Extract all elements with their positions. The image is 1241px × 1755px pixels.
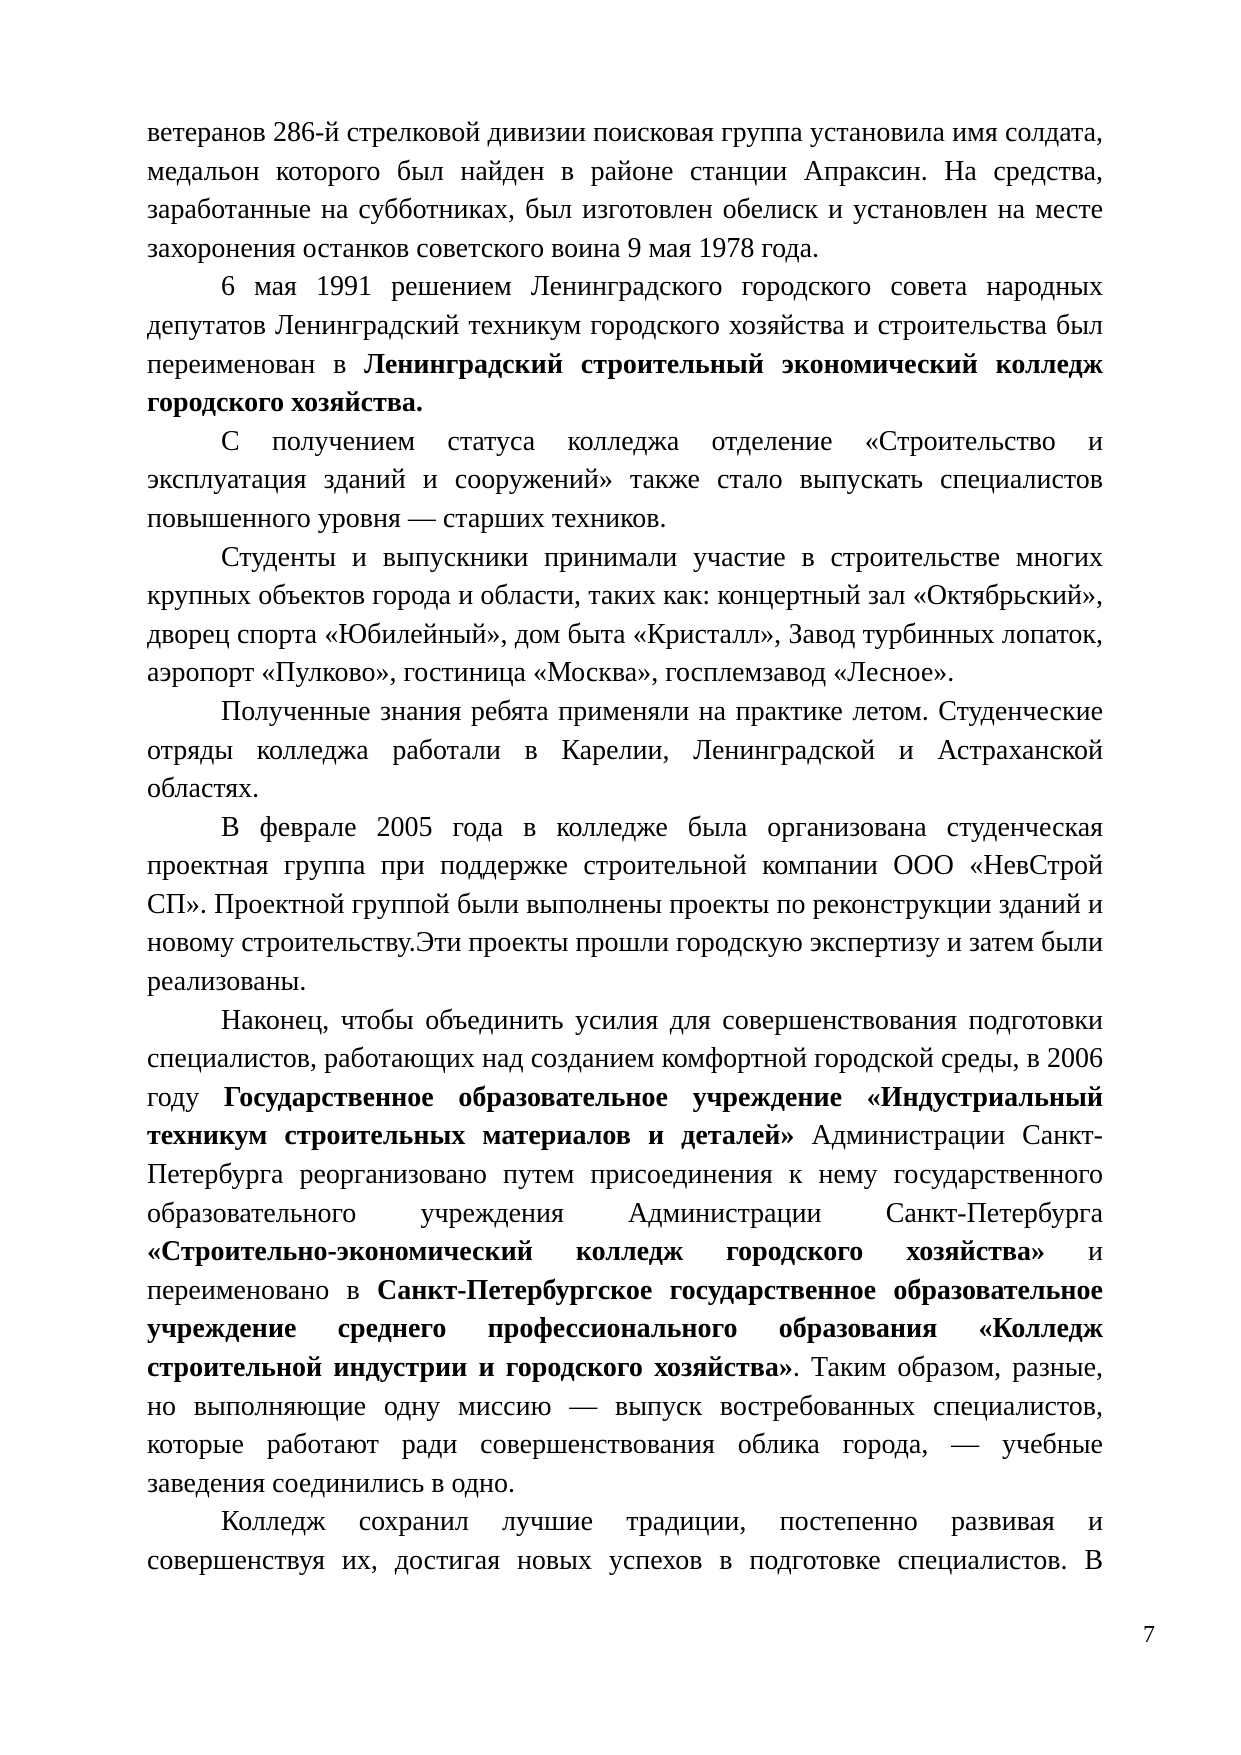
text-run: ветеранов 286-й стрелковой дивизии поисковая группа установила имя солдата, медальон которого был найден в районе станции Апраксин. На средства, заработанные на субботниках, был изготовлен обелиск и установлен на месте захоронения останков советского воина 9 мая 1978 года.	[147, 117, 1103, 264]
paragraph	[147, 1002, 1103, 1504]
text-run: Администрации Санкт-Петербурга реорганизовано путем присоединения к нему государственного образовательного учреждения Администрации Санкт-Петербурга	[147, 1120, 1103, 1229]
text-run: Студенты и выпускники принимали участие в строительстве многих крупных объектов города и области, таких как: концертный зал «Октябрьский», дворец спорта «Юбилейный», дом быта «Кристалл», Завод турбинных лопаток, аэропорт «Пулково», гостиница «Москва», госплемзавод «Лесное».	[147, 541, 1103, 689]
paragraph	[147, 693, 1103, 809]
paragraph	[147, 268, 1103, 422]
text-run: С получением статуса колледжа отделение «Строительство и эксплуатация зданий и сооружений» также стало выпускать специалистов повышенного уровня — старших техников.	[147, 425, 1103, 534]
text-run: Полученные знания ребята применяли на практике летом. Студенческие отряды колледжа работали в Карелии, Ленинградской и Астраханской областях.	[147, 695, 1103, 805]
text-run-bold: Санкт-Петербургское государственное образовательное учреждение среднего профессионального образования «Колледж строительной индустрии и городского хозяйства»	[147, 1274, 1103, 1383]
text-run-bold: Государственное образовательное учреждение «Индустриальный техникум строительных материалов и деталей»	[147, 1081, 1103, 1152]
text-run: . Таким образом, разные, но выполняющие одну миссию — выпуск востребованных специалистов, которые работают ради совершенствования облика города, — учебные заведения соединились в одно.	[147, 1352, 1103, 1499]
paragraph	[147, 1503, 1103, 1580]
text-run-bold: Ленинградский строительный экономический колледж городского хозяйства.	[147, 348, 1103, 419]
text-run: 6 мая 1991 решением Ленинградского городского совета народных депутатов Ленинградский техникум городского хозяйства и строительства был переименован в	[147, 271, 1103, 380]
paragraph	[147, 539, 1103, 693]
paragraph	[147, 809, 1103, 1002]
text-run: Колледж сохранил лучшие традиции, постепенно развивая и совершенствуя их, достигая новых успехов в подготовке специалистов. В	[147, 1506, 1103, 1576]
paragraph	[147, 423, 1103, 539]
paragraph	[147, 114, 1103, 268]
document-body	[147, 114, 1103, 1581]
text-run: Наконец, чтобы объединить усилия для совершенствования подготовки специалистов, работающих над созданием комфортной городской среды, в 2006 году	[147, 1004, 1103, 1113]
text-run-bold: «Строительно-экономический колледж городского хозяйства»	[147, 1236, 1046, 1268]
text-run: В феврале 2005 года в колледже была организована студенческая проектная группа при поддержке строительной компании ООО «НевСтрой СП». Проектной группой были выполнены проекты по реконструкции зданий и новому строительству.Эти проекты прошли городскую экспертизу и затем были реализованы.	[147, 811, 1103, 998]
text-run: и переименовано в	[147, 1236, 1104, 1306]
page-number: 7	[1143, 1622, 1155, 1648]
